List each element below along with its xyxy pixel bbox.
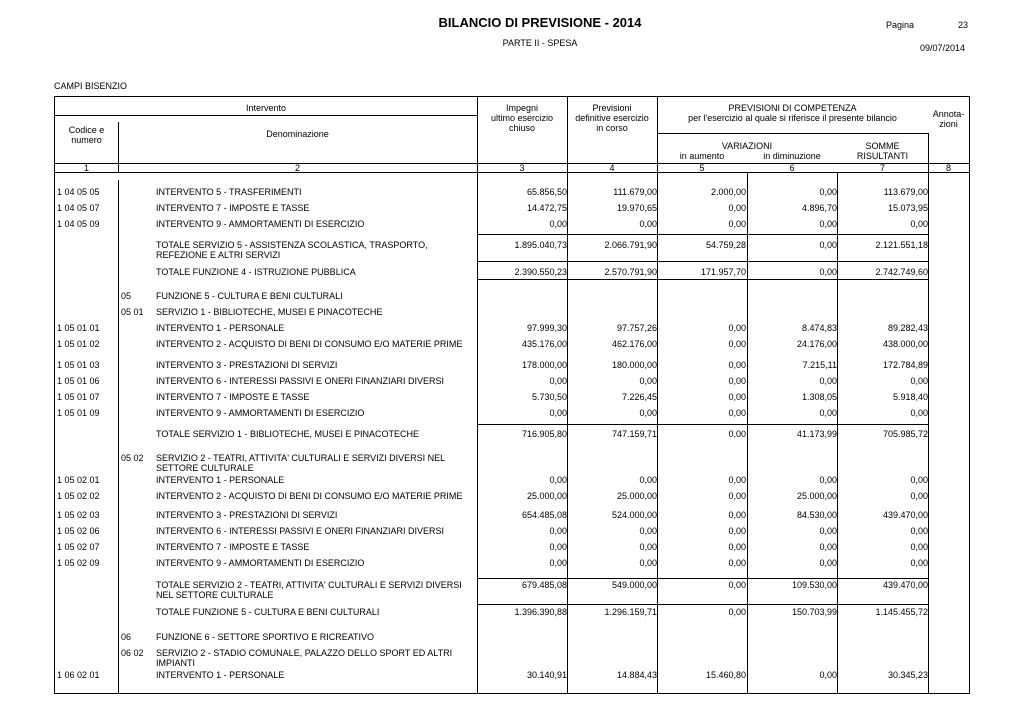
- row-value: 172.784,89: [882, 360, 928, 370]
- row-denominazione: INTERVENTO 2 - ACQUISTO DI BENI DI CONSUMO E/O MATERIE PRIME: [156, 339, 463, 349]
- row-value: 54.759,28: [705, 240, 746, 250]
- row-value: 0,00: [819, 187, 837, 197]
- col-number: 4: [609, 163, 615, 173]
- row-code: 1 04 05 09: [57, 219, 100, 229]
- row-code: 1 05 02 07: [57, 542, 100, 552]
- col-header-impegni: ultimo esercizio: [490, 113, 554, 123]
- row-value: 1.396.390,88: [514, 607, 567, 617]
- row-denominazione: INTERVENTO 1 - PERSONALE: [156, 475, 285, 485]
- row-denominazione: INTERVENTO 7 - IMPOSTE E TASSE: [156, 542, 310, 552]
- row-value: 0,00: [728, 392, 746, 402]
- col-header-denominazione: Denominazione: [266, 129, 329, 139]
- table-row: [55, 607, 969, 629]
- row-value: 111.679,00: [613, 187, 657, 197]
- row-value: 0,00: [910, 558, 928, 568]
- row-value: 0,00: [728, 429, 746, 439]
- row-value: 1.296.159,71: [604, 607, 657, 617]
- col-header-impegni: Impegni: [505, 103, 539, 113]
- row-value: 716.905,80: [521, 429, 567, 439]
- row-code: 1 05 02 02: [57, 491, 100, 501]
- row-value: 15.460,80: [705, 670, 746, 680]
- row-code: 1 05 02 06: [57, 526, 100, 536]
- col-header-previsioni: definitive esercizio: [575, 113, 649, 123]
- row-value: 89.282,43: [887, 323, 928, 333]
- row-value: 0,00: [728, 542, 746, 552]
- row-value: 439.470,00: [882, 580, 928, 590]
- row-value: 25.000,00: [616, 491, 657, 501]
- row-value: 0,00: [728, 203, 746, 213]
- page-label: Pagina: [886, 20, 915, 30]
- col-header-in-diminuzione: in diminuzione: [763, 151, 821, 161]
- row-code: 1 05 01 07: [57, 392, 100, 402]
- row-value: 679.485,08: [521, 580, 567, 590]
- row-value: 0,00: [910, 408, 928, 418]
- row-value: 0,00: [549, 526, 567, 536]
- document-subtitle: PARTE II - SPESA: [502, 38, 578, 48]
- row-code: 1 04 05 05: [57, 187, 100, 197]
- table-row: [55, 558, 969, 580]
- row-value: 0,00: [639, 408, 657, 418]
- row-code: 1 05 01 03: [57, 360, 100, 370]
- row-value: 25.000,00: [796, 491, 837, 501]
- row-value: 5.918,40: [892, 392, 928, 402]
- row-value: 0,00: [639, 558, 657, 568]
- grid-line: [657, 133, 928, 134]
- row-denominazione: TOTALE SERVIZIO 2 - TEATRI, ATTIVITA' CULTURALI E SERVIZI DIVERSI NEL SETTORE CULTURALE: [156, 580, 462, 600]
- row-denominazione: INTERVENTO 9 - AMMORTAMENTI DI ESERCIZIO: [156, 558, 365, 568]
- row-value: 30.140,91: [526, 670, 567, 680]
- row-value: 0,00: [728, 339, 746, 349]
- row-value: 97.757,26: [616, 323, 657, 333]
- col-number: 3: [519, 163, 525, 173]
- row-value: 0,00: [819, 526, 837, 536]
- row-code: 1 05 01 01: [57, 323, 100, 333]
- row-value: 2.000,00: [710, 187, 746, 197]
- col-header-somme: SOMME: [865, 141, 900, 151]
- row-value: 0,00: [910, 491, 928, 501]
- row-code: 1 05 02 01: [57, 475, 100, 485]
- col-header-intervento: Intervento: [245, 103, 287, 113]
- row-value: 524.000,00: [611, 510, 657, 520]
- col-header-competenza: PREVISIONI DI COMPETENZA: [728, 103, 857, 113]
- table-row: [55, 267, 969, 289]
- col-header-previsioni: Previsioni: [592, 103, 632, 113]
- row-value: 0,00: [819, 267, 837, 277]
- row-value: 747.159,71: [611, 429, 657, 439]
- row-value: 0,00: [910, 219, 928, 229]
- row-section-code: 05 01: [121, 307, 144, 317]
- page-number: 23: [958, 20, 969, 30]
- row-value: 0,00: [728, 360, 746, 370]
- col-number: 5: [699, 163, 705, 173]
- row-value: 0,00: [728, 607, 746, 617]
- row-value: 150.703,99: [791, 607, 837, 617]
- row-value: 5.730,50: [531, 392, 567, 402]
- row-value: 435.176,00: [521, 339, 567, 349]
- col-header-previsioni: in corso: [596, 123, 628, 133]
- row-value: 0,00: [728, 376, 746, 386]
- row-denominazione: INTERVENTO 6 - INTERESSI PASSIVI E ONERI FINANZIARI DIVERSI: [156, 376, 445, 386]
- row-value: 0,00: [910, 376, 928, 386]
- row-value: 2.390.550,23: [514, 267, 567, 277]
- row-value: 0,00: [549, 408, 567, 418]
- row-denominazione: INTERVENTO 5 - TRASFERIMENTI: [156, 187, 302, 197]
- row-value: 0,00: [819, 542, 837, 552]
- row-value: 0,00: [549, 219, 567, 229]
- row-denominazione: INTERVENTO 2 - ACQUISTO DI BENI DI CONSUMO E/O MATERIE PRIME: [156, 491, 463, 501]
- row-value: 0,00: [549, 376, 567, 386]
- col-header-numero: numero: [71, 135, 102, 145]
- col-number: 2: [294, 163, 300, 173]
- row-code: 1 05 02 09: [57, 558, 100, 568]
- row-value: 113.679,00: [883, 187, 928, 197]
- row-section-code: 06: [121, 632, 132, 642]
- row-value: 0,00: [728, 475, 746, 485]
- col-number: 6: [789, 163, 795, 173]
- row-value: 0,00: [910, 542, 928, 552]
- row-value: 705.985,72: [882, 429, 928, 439]
- col-number: 8: [945, 163, 951, 173]
- row-value: 0,00: [819, 219, 837, 229]
- row-value: 462.176,00: [611, 339, 657, 349]
- row-value: 19.970,65: [616, 203, 657, 213]
- table-row: [55, 670, 969, 692]
- row-denominazione: INTERVENTO 1 - PERSONALE: [156, 670, 285, 680]
- row-value: 0,00: [728, 558, 746, 568]
- row-value: 0,00: [728, 408, 746, 418]
- document-date: 09/07/2014: [920, 43, 966, 53]
- row-code: 1 05 01 02: [57, 339, 100, 349]
- row-value: 0,00: [549, 475, 567, 485]
- row-value: 171.957,70: [700, 267, 746, 277]
- grid-line: [477, 604, 928, 605]
- row-value: 0,00: [819, 558, 837, 568]
- budget-table: [54, 96, 970, 694]
- row-value: 0,00: [819, 376, 837, 386]
- row-value: 0,00: [728, 526, 746, 536]
- row-denominazione: INTERVENTO 7 - IMPOSTE E TASSE: [156, 203, 310, 213]
- col-header-codice: Codice e: [68, 125, 105, 135]
- col-header-annotazioni: Annota-: [932, 109, 965, 119]
- row-value: 0,00: [910, 526, 928, 536]
- row-denominazione: FUNZIONE 5 - CULTURA E BENI CULTURALI: [156, 291, 343, 301]
- row-code: 1 05 01 06: [57, 376, 100, 386]
- col-header-competenza: per l'esercizio al quale si riferisce il presente bilancio: [688, 113, 897, 123]
- row-value: 24.176,00: [796, 339, 837, 349]
- row-code: 1 06 02 01: [57, 670, 100, 680]
- entity-name: CAMPI BISENZIO: [54, 81, 128, 91]
- row-value: 14.472,75: [526, 203, 567, 213]
- table-row: [55, 453, 969, 475]
- grid-line: [55, 115, 477, 116]
- row-value: 0,00: [549, 542, 567, 552]
- col-header-in-aumento: in aumento: [679, 151, 725, 161]
- table-row: [55, 648, 969, 670]
- row-value: 65.856,50: [526, 187, 567, 197]
- row-value: 14.884,43: [616, 670, 657, 680]
- row-denominazione: SERVIZIO 2 - STADIO COMUNALE, PALAZZO DELLO SPORT ED ALTRI IMPIANTI: [156, 648, 453, 668]
- row-value: 0,00: [728, 323, 746, 333]
- row-section-code: 05 02: [121, 453, 144, 463]
- row-value: 97.999,30: [526, 323, 567, 333]
- row-value: 0,00: [639, 219, 657, 229]
- row-value: 549.000,00: [611, 580, 657, 590]
- table-row: [55, 580, 969, 602]
- row-value: 180.000,00: [611, 360, 657, 370]
- row-code: 1 05 02 03: [57, 510, 100, 520]
- row-value: 41.173,99: [796, 429, 837, 439]
- row-value: 7.226,45: [621, 392, 657, 402]
- col-header-annotazioni: zioni: [939, 119, 958, 129]
- row-denominazione: INTERVENTO 7 - IMPOSTE E TASSE: [156, 392, 310, 402]
- row-denominazione: FUNZIONE 6 - SETTORE SPORTIVO E RICREATIVO: [156, 632, 375, 642]
- row-value: 109.530,00: [791, 580, 837, 590]
- col-header-somme: RISULTANTI: [856, 151, 909, 161]
- row-value: 0,00: [819, 475, 837, 485]
- table-row: [55, 339, 969, 361]
- col-header-variazioni: VARIAZIONI: [721, 141, 773, 151]
- row-value: 2.570.791,90: [604, 267, 657, 277]
- row-denominazione: SERVIZIO 1 - BIBLIOTECHE, MUSEI E PINACOTECHE: [156, 307, 383, 317]
- row-value: 7.215,11: [802, 360, 837, 370]
- row-value: 0,00: [728, 580, 746, 590]
- row-section-code: 06 02: [121, 648, 144, 658]
- row-value: 1.308,05: [801, 392, 837, 402]
- row-value: 0,00: [728, 510, 746, 520]
- row-value: 4.896,70: [801, 203, 837, 213]
- row-denominazione: INTERVENTO 3 - PRESTAZIONI DI SERVIZI: [156, 510, 338, 520]
- row-value: 0,00: [639, 542, 657, 552]
- row-value: 0,00: [819, 408, 837, 418]
- row-denominazione: INTERVENTO 9 - AMMORTAMENTI DI ESERCIZIO: [156, 219, 365, 229]
- row-denominazione: TOTALE SERVIZIO 1 - BIBLIOTECHE, MUSEI E PINACOTECHE: [156, 429, 420, 439]
- row-value: 0,00: [639, 475, 657, 485]
- row-value: 8.474,83: [801, 323, 837, 333]
- row-value: 0,00: [819, 240, 837, 250]
- row-value: 30.345,23: [887, 670, 928, 680]
- row-value: 2.121.551,18: [875, 240, 928, 250]
- col-number: 1: [83, 163, 89, 173]
- row-denominazione: INTERVENTO 6 - INTERESSI PASSIVI E ONERI FINANZIARI DIVERSI: [156, 526, 445, 536]
- row-value: 438.000,00: [882, 339, 928, 349]
- row-value: 2.066.791,90: [604, 240, 657, 250]
- row-value: 0,00: [639, 526, 657, 536]
- row-value: 84.530,00: [796, 510, 837, 520]
- row-value: 439.470,00: [882, 510, 928, 520]
- row-value: 1.895.040,73: [514, 240, 567, 250]
- row-denominazione: TOTALE FUNZIONE 4 - ISTRUZIONE PUBBLICA: [156, 267, 356, 277]
- row-value: 0,00: [728, 491, 746, 501]
- row-value: 0,00: [549, 558, 567, 568]
- document-title: BILANCIO DI PREVISIONE - 2014: [438, 15, 642, 30]
- row-value: 0,00: [819, 670, 837, 680]
- row-value: 0,00: [728, 219, 746, 229]
- row-value: 25.000,00: [526, 491, 567, 501]
- row-denominazione: TOTALE SERVIZIO 5 - ASSISTENZA SCOLASTICA, TRASPORTO, REFEZIONE E ALTRI SERVIZI: [156, 240, 428, 260]
- row-section-code: 05: [121, 291, 132, 301]
- row-value: 2.742.749,60: [875, 267, 928, 277]
- row-value: 654.485,08: [521, 510, 567, 520]
- row-value: 0,00: [910, 475, 928, 485]
- table-row: [55, 240, 969, 262]
- row-code: 1 05 01 09: [57, 408, 100, 418]
- row-denominazione: TOTALE FUNZIONE 5 - CULTURA E BENI CULTURALI: [156, 607, 380, 617]
- row-value: 1.145.455,72: [875, 607, 928, 617]
- row-code: 1 04 05 07: [57, 203, 100, 213]
- col-number: 7: [879, 163, 885, 173]
- row-value: 0,00: [639, 376, 657, 386]
- table-row: [55, 408, 969, 430]
- row-value: 178.000,00: [521, 360, 567, 370]
- row-denominazione: SERVIZIO 2 - TEATRI, ATTIVITA' CULTURALI E SERVIZI DIVERSI NEL SETTORE CULTURALE: [156, 453, 445, 473]
- row-denominazione: INTERVENTO 1 - PERSONALE: [156, 323, 285, 333]
- row-denominazione: INTERVENTO 3 - PRESTAZIONI DI SERVIZI: [156, 360, 338, 370]
- row-denominazione: INTERVENTO 9 - AMMORTAMENTI DI ESERCIZIO: [156, 408, 365, 418]
- table-row: [55, 219, 969, 241]
- col-header-impegni: chiuso: [508, 123, 535, 133]
- row-value: 15.073,95: [887, 203, 928, 213]
- table-row: [55, 429, 969, 451]
